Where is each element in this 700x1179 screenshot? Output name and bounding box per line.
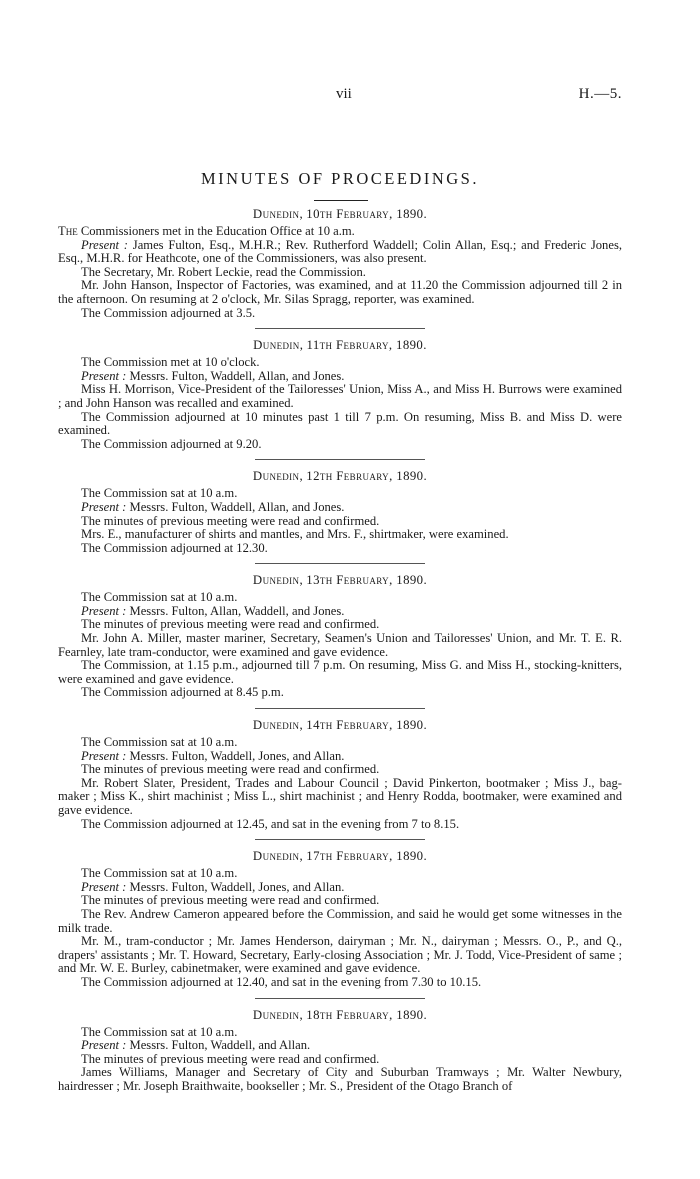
date-place: Dunedin, <box>252 573 304 588</box>
paragraph-text: Mr. M., tram-conductor ; Mr. James Henderson, dairyman ; Mr. N., dairyman ; Messrs. O., P., and Q., drapers' assistants ; Mr. T. Howard, Secretary, Early-closing Association ; Mr. J. Todd, Vice-President of same ; and Mr. W. E. Burley, cabinetmaker, were examined and gave evidence. <box>58 934 622 976</box>
paragraph-text: The Commission adjourned at 3.5. <box>81 305 256 320</box>
minutes-entry <box>58 848 622 989</box>
paragraph-text: James Fulton, Esq., M.H.R.; Rev. Rutherford Waddell; Colin Allan, Esq.; and Frederic Jones, Esq., M.H.R. for Heathcote, one of the Commissioners, was also present. <box>58 237 622 266</box>
page-title: MINUTES OF PROCEEDINGS. <box>201 169 479 188</box>
paragraph-text: The Commission adjourned at 9.20. <box>81 436 262 451</box>
minutes-paragraph <box>58 370 622 384</box>
date-place: Dunedin, <box>252 469 304 484</box>
minutes-paragraph <box>58 528 622 542</box>
present-label: Present : <box>81 499 127 514</box>
minutes-entry <box>58 206 622 320</box>
minutes-paragraph <box>58 632 622 659</box>
date-text: 18th February, 1890. <box>306 1007 428 1022</box>
minutes-paragraph <box>58 1066 622 1093</box>
minutes-paragraph <box>58 777 622 818</box>
minutes-paragraph <box>58 894 622 908</box>
paragraph-text: Messrs. Fulton, Waddell, Jones, and Allan. <box>126 748 345 763</box>
minutes-paragraph <box>58 750 622 764</box>
section-divider <box>255 839 425 840</box>
paragraph-text: Messrs. Fulton, Waddell, Jones, and Allan. <box>126 879 345 894</box>
minutes-paragraph <box>58 1039 622 1053</box>
minutes-paragraph <box>58 1026 622 1040</box>
date-text: 17th February, 1890. <box>306 849 428 864</box>
paragraph-text: The Commission adjourned at 12.30. <box>81 540 268 555</box>
minutes-paragraph <box>58 867 622 881</box>
minutes-paragraph <box>58 411 622 438</box>
paragraph-text: The Commission met at 10 o'clock. <box>81 355 260 370</box>
date-place: Dunedin, <box>253 338 304 353</box>
minutes-paragraph <box>58 279 622 306</box>
page-number: vii <box>336 86 352 102</box>
present-label: Present : <box>81 748 127 763</box>
minutes-entry <box>58 717 622 831</box>
paragraph-text: Mr. Robert Slater, President, Trades and Labour Council ; David Pinkerton, bootmaker ; Miss J., bag-maker ; Miss K., shirt machinist ; Miss L., shirt machinist ; and Henry Rodda, bootmaker, were examined and gave evidence. <box>58 775 622 817</box>
paragraph-text: The Rev. Andrew Cameron appeared before the Commission, and said he would get some witnesses in the milk trade. <box>58 906 622 935</box>
paragraph-text: The Commission sat at 10 a.m. <box>81 486 238 501</box>
paragraph-text: The minutes of previous meeting were read and confirmed. <box>81 762 380 777</box>
minutes-paragraph <box>58 383 622 410</box>
paragraph-text: Mr. John Hanson, Inspector of Factories, was examined, and at 11.20 the Commission adjourned till 2 in the afternoon. On resuming at 2 o'clock, Mr. Silas Spragg, reporter, was examined. <box>58 278 622 306</box>
date-text: 12th February, 1890. <box>306 469 428 484</box>
minutes-content <box>58 206 622 1094</box>
paragraph-text: The Secretary, Mr. Robert Leckie, read the Commission. <box>81 264 366 279</box>
paragraph-text: The Commission adjourned at 10 minutes past 1 till 7 p.m. On resuming, Miss B. and Miss D. were examined. <box>58 409 622 438</box>
paragraph-text: Mrs. E., manufacturer of shirts and mantles, and Mrs. F., shirtmaker, were examined. <box>81 527 509 542</box>
date-place: Dunedin, <box>252 207 304 221</box>
section-divider <box>255 459 425 460</box>
entry-date <box>58 848 622 864</box>
paragraph-text: Mr. John A. Miller, master mariner, Secretary, Seamen's Union and Tailoresses' Union, and Mr. T. E. R. Fearnley, late tram-conductor, were examined and gave evidence. <box>58 631 622 659</box>
minutes-paragraph <box>58 487 622 501</box>
minutes-paragraph <box>58 908 622 935</box>
date-place: Dunedin, <box>252 718 304 733</box>
paragraph-text: The minutes of previous meeting were read and confirmed. <box>81 1051 380 1066</box>
minutes-paragraph <box>58 763 622 777</box>
date-place: Dunedin, <box>252 849 304 864</box>
minutes-paragraph <box>58 736 622 750</box>
minutes-paragraph <box>58 881 622 895</box>
paragraph-text: The Commission sat at 10 a.m. <box>81 1024 238 1039</box>
paragraph-text: Messrs. Fulton, Waddell, and Allan. <box>126 1038 311 1053</box>
minutes-paragraph <box>58 225 622 239</box>
minutes-paragraph <box>58 976 622 990</box>
minutes-entry <box>58 572 622 700</box>
minutes-paragraph <box>58 1053 622 1067</box>
minutes-paragraph <box>58 501 622 515</box>
minutes-paragraph <box>58 239 622 266</box>
section-divider <box>255 998 425 999</box>
paragraph-text: The minutes of previous meeting were read and confirmed. <box>81 617 380 632</box>
minutes-paragraph <box>58 605 622 619</box>
present-label: Present : <box>81 603 127 618</box>
paragraph-text: The Commission adjourned at 8.45 p.m. <box>81 685 284 700</box>
date-place: Dunedin, <box>252 1007 304 1022</box>
minutes-paragraph <box>58 438 622 452</box>
paragraph-text: Commissioners met in the Education Office at 10 a.m. <box>77 224 355 238</box>
present-label: Present : <box>81 879 127 894</box>
paragraph-text: The Commission adjourned at 12.40, and sat in the evening from 7.30 to 10.15. <box>81 974 482 989</box>
minutes-paragraph <box>58 542 622 556</box>
minutes-paragraph <box>58 307 622 321</box>
title-rule <box>314 200 368 201</box>
section-divider <box>255 328 425 329</box>
date-text: 10th February, 1890. <box>306 207 428 221</box>
lead-word: The <box>58 224 78 238</box>
paragraph-text: Messrs. Fulton, Allan, Waddell, and Jones. <box>126 603 345 618</box>
entry-date <box>58 1007 622 1023</box>
minutes-paragraph <box>58 659 622 686</box>
entry-date <box>58 572 622 588</box>
paragraph-text: The Commission adjourned at 12.45, and sat in the evening from 7 to 8.15. <box>81 816 460 831</box>
minutes-paragraph <box>58 686 622 700</box>
minutes-paragraph <box>58 356 622 370</box>
minutes-entry <box>58 1007 622 1094</box>
present-label: Present : <box>81 237 128 252</box>
minutes-paragraph <box>58 591 622 605</box>
minutes-entry <box>58 337 622 451</box>
paragraph-text: Messrs. Fulton, Waddell, Allan, and Jones. <box>126 499 345 514</box>
paragraph-text: The Commission sat at 10 a.m. <box>81 866 238 881</box>
minutes-paragraph <box>58 818 622 832</box>
entry-date <box>58 337 622 353</box>
paragraph-text: Miss H. Morrison, Vice-President of the Tailoresses' Union, Miss A., and Miss H. Burrows were examined ; and John Hanson was recalled and examined. <box>58 382 622 410</box>
present-label: Present : <box>81 1038 127 1053</box>
paragraph-text: The minutes of previous meeting were read and confirmed. <box>81 893 380 908</box>
paragraph-text: The Commission sat at 10 a.m. <box>81 590 238 605</box>
section-divider <box>255 563 425 564</box>
paragraph-text: The Commission sat at 10 a.m. <box>81 735 238 750</box>
entry-date <box>58 717 622 733</box>
minutes-entry <box>58 468 622 555</box>
paragraph-text: The minutes of previous meeting were read and confirmed. <box>81 513 380 528</box>
date-text: 13th February, 1890. <box>306 573 428 588</box>
paragraph-text: Messrs. Fulton, Waddell, Allan, and Jones. <box>126 368 345 383</box>
paragraph-text: James Williams, Manager and Secretary of City and Suburban Tramways ; Mr. Walter Newbury, hairdresser ; Mr. Joseph Braithwaite, bookseller ; Mr. S., President of the Otago Branch of <box>58 1065 622 1093</box>
entry-date <box>58 468 622 484</box>
minutes-paragraph <box>58 935 622 976</box>
paragraph-text: The Commission, at 1.15 p.m., adjourned till 7 p.m. On resuming, Miss G. and Miss H., stocking-knitters, were examined and gave evidence. <box>58 658 622 686</box>
minutes-paragraph <box>58 618 622 632</box>
minutes-paragraph <box>58 266 622 280</box>
present-label: Present : <box>81 368 127 383</box>
date-text: 11th February, 1890. <box>306 338 427 353</box>
series-number: H.—5. <box>578 86 622 102</box>
page-header <box>58 88 622 108</box>
minutes-paragraph <box>58 515 622 529</box>
section-divider <box>255 708 425 709</box>
entry-date <box>58 206 622 222</box>
date-text: 14th February, 1890. <box>306 718 428 733</box>
